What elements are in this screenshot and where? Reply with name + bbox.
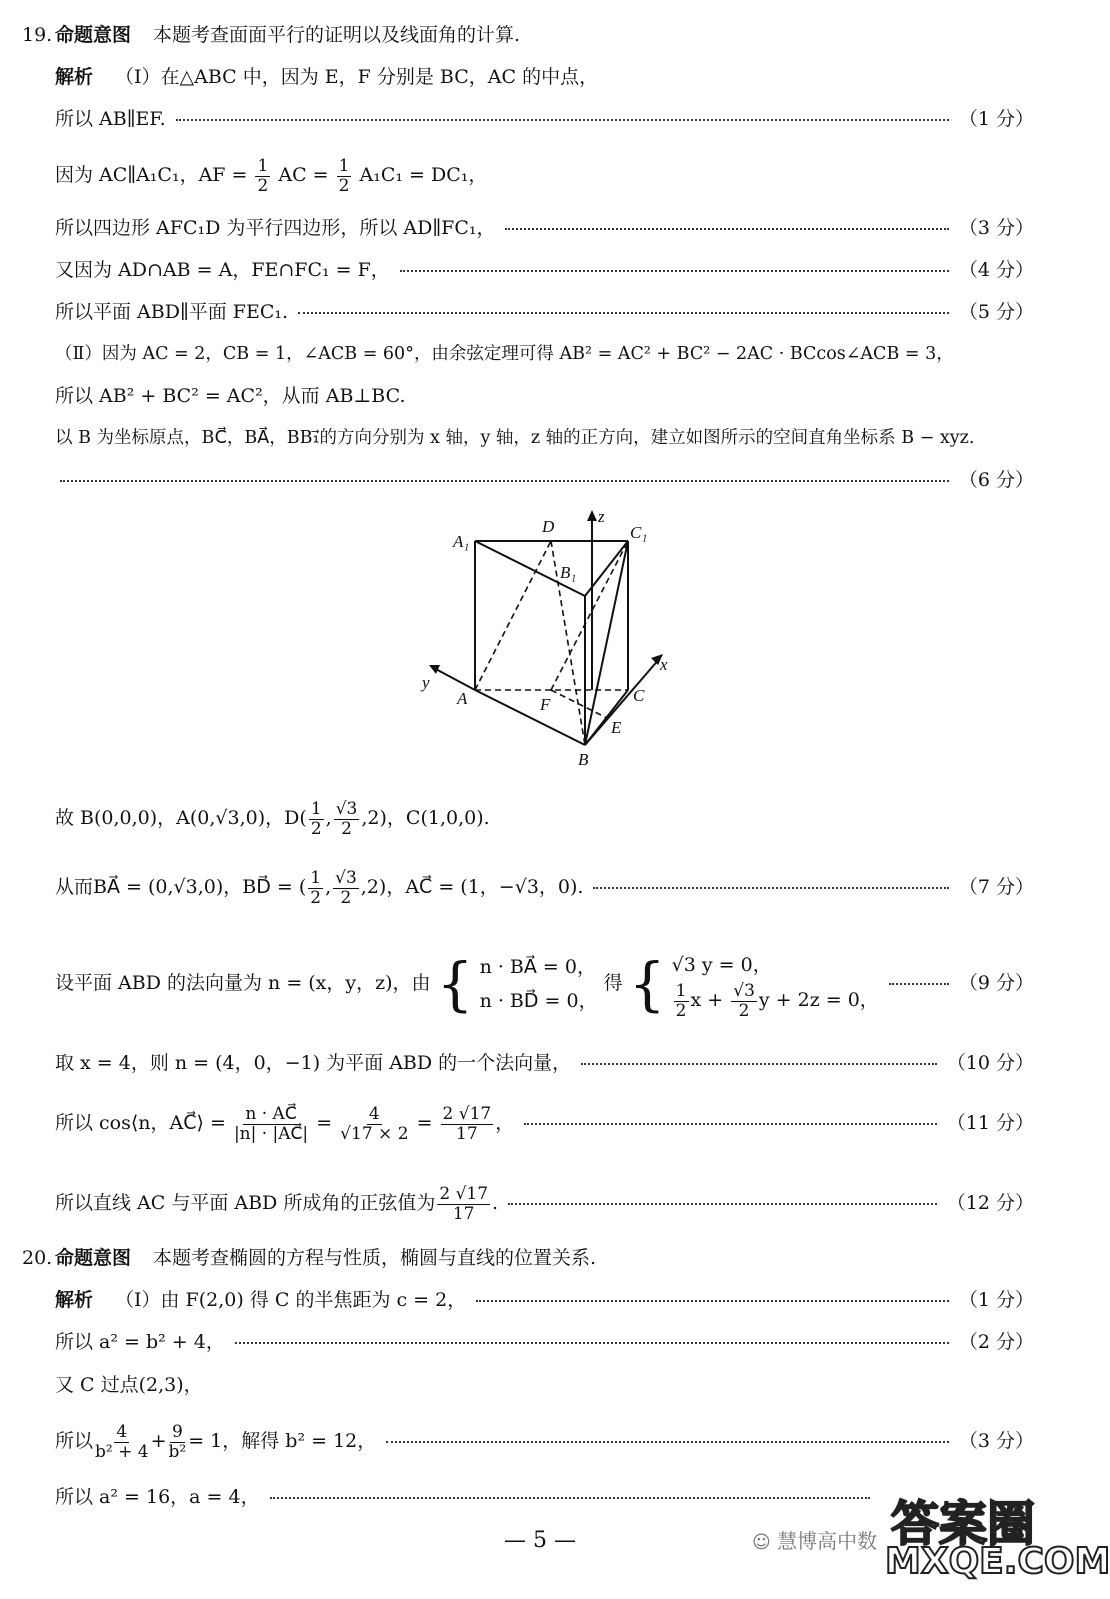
dot-leader (508, 1202, 937, 1205)
solution-text: 所以 a² = b² + 4， (55, 1331, 225, 1353)
solution-step (0, 1048, 1080, 1078)
solution-text: 所以 AB² + BC² = AC²，从而 AB⊥BC. (55, 385, 406, 407)
q20-title-line (0, 1243, 1080, 1273)
solution-step (0, 423, 1080, 453)
solution-text: AC = (278, 164, 329, 187)
solution-text: 所以 cos⟨n，AC⃗⟩ = (55, 1112, 226, 1134)
section-heading: 命题意图 (55, 24, 132, 46)
solution-step (0, 465, 1080, 495)
vertex-label: E (611, 718, 622, 737)
fraction: $\frac{4}{√17 \times 2}$ (340, 1103, 409, 1144)
dot-leader (400, 269, 949, 272)
vertex-label: A₁ (453, 532, 470, 551)
dot-leader (505, 227, 948, 230)
solution-step (0, 297, 1080, 327)
page-number: — 5 — (504, 1528, 576, 1553)
solution-step: 所以直线 AC 与平面 ABD 所成角的正弦值为 $\frac{2 √17}{17}$ . （12 分） (0, 1180, 1080, 1226)
dot-leader (60, 479, 949, 482)
axis-label: x (660, 655, 668, 674)
solution-text: 得 (603, 972, 623, 994)
solution-text: （Ⅱ）因为 AC = 2，CB = 1，∠ACB = 60°，由余弦定理可得 AB² = AC² + BC² − 2AC · BCcos∠ACB = 3， (55, 344, 954, 364)
vertex-label: C₁ (630, 523, 648, 542)
question-intent: 本题考查面面平行的证明以及线面角的计算. (153, 24, 521, 46)
dot-leader (889, 982, 949, 985)
solution-step: 故 B(0,0,0)，A(0,√3,0)，D( $\frac{1}{2}$ , $\frac{√3}{2}$ ,2)，C(1,0,0). (55, 798, 490, 839)
solution-text: 所以直线 AC 与平面 ABD 所成角的正弦值为 (55, 1192, 436, 1214)
solution-step (0, 156, 1080, 196)
score-label: （12 分） (946, 1192, 1034, 1214)
axis-label: z (598, 507, 605, 526)
solution-step (0, 381, 1080, 411)
fraction: $\frac{2 √17}{17}$ (442, 1103, 492, 1144)
solution-text: 所以 a² = 16，a = 4， (55, 1486, 260, 1508)
fraction: $\frac{4}{\text{b² + 4}}$ (95, 1421, 149, 1462)
vertex-label: B (578, 750, 589, 769)
fraction: $\frac{1}{2}$ (310, 798, 322, 839)
solution-step (0, 339, 1080, 369)
solution-step: 所以 $\frac{4}{\text{b² + 4}}$ + $\frac{9}{\text{b²}}$ = 1，解得 b² = 12， （3 分） (0, 1418, 1080, 1464)
solution-step: 从而BA⃗ = (0,√3,0)，BD⃗ = ( $\frac{1}{2}$ , $\frac{√3}{2}$ ,2)，AC⃗ = (1，−√3，0). （7 分） (55, 867, 1034, 908)
watermark-logo: 答案圈 MXQE.COM (885, 1496, 1110, 1582)
solution-text: （Ⅰ）由 F(2,0) 得 C 的半焦距为 c = 2， (115, 1289, 467, 1311)
solution-step (0, 940, 1080, 1026)
q20-analysis-line (0, 1285, 1080, 1315)
dot-leader (235, 1341, 949, 1344)
fraction: $\frac{1}{2}$ (338, 156, 350, 196)
vertex-label: A (457, 689, 468, 708)
score-label: （3 分） (958, 217, 1034, 239)
solution-text: 所以四边形 AFC₁D 为平行四边形，所以 AD∥FC₁， (55, 217, 496, 239)
fraction: $\frac{1}{2}$ (257, 156, 269, 196)
vertex-label: D (542, 517, 555, 536)
prism-diagram (420, 507, 680, 780)
dot-leader (593, 886, 948, 889)
solution-text: = 1，解得 b² = 12， (188, 1430, 377, 1452)
section-heading: 命题意图 (55, 1247, 132, 1269)
solution-text: 所以平面 ABD∥平面 FEC₁. (55, 301, 289, 323)
question-intent: 本题考查椭圆的方程与性质，椭圆与直线的位置关系. (153, 1247, 597, 1269)
dot-leader (476, 1299, 949, 1302)
solution-step (0, 255, 1080, 285)
fraction: $\frac{2 √17}{17}$ (439, 1183, 489, 1224)
watermark-text: ☺ 慧博高中数 (752, 1529, 878, 1553)
question-number: 19. (22, 24, 53, 46)
score-label: （10 分） (946, 1052, 1034, 1074)
score-label: （1 分） (958, 1289, 1034, 1311)
axis-label: y (422, 673, 430, 692)
solution-text: ,2)，C(1,0,0). (361, 807, 490, 829)
equation-system: √3 y = 0， $\frac{1}{2}$ x + $\frac{√3}{2}$ y + 2z = 0， (671, 953, 879, 1021)
dot-leader (581, 1062, 937, 1065)
dot-leader (176, 118, 949, 121)
score-label: （9 分） (958, 972, 1034, 994)
score-label: （3 分） (958, 1430, 1034, 1452)
solution-text: 又因为 AD∩AB = A，FE∩FC₁ = F， (55, 259, 390, 281)
score-label: （4 分） (958, 259, 1034, 281)
question-number: 20. (22, 1247, 53, 1269)
score-label: （2 分） (958, 1331, 1034, 1353)
solution-step (0, 1370, 1080, 1400)
score-label: （6 分） (958, 469, 1034, 491)
solution-step (0, 1327, 1080, 1357)
solution-text: 取 x = 4，则 n = (4，0，−1) 为平面 ABD 的一个法向量， (55, 1052, 572, 1074)
vertex-label: F (540, 695, 551, 714)
solution-text: （Ⅰ）在△ABC 中，因为 E，F 分别是 BC，AC 的中点， (115, 66, 599, 88)
brace: { (628, 950, 666, 1018)
wechat-icon: ☺ (752, 1532, 771, 1553)
fraction: $\frac{1}{2}$ (310, 867, 322, 908)
equation-system: n · BA⃗ = 0， n · BD⃗ = 0， (479, 956, 598, 1012)
solution-text: 从而BA⃗ = (0,√3,0)，BD⃗ = ( (55, 876, 307, 898)
dot-leader (386, 1440, 949, 1443)
score-label: （7 分） (958, 876, 1034, 899)
solution-text: 以 B 为坐标原点，BC⃗，BA⃗，BB₁⃗的方向分别为 x 轴，y 轴，z 轴的正方向，建立如图所示的空间直角坐标系 B − xyz. (55, 428, 975, 448)
fraction: $\frac{n \cdot AC⃗}{|n| \cdot |AC⃗|}$ (233, 1103, 309, 1144)
fraction: $\frac{9}{\text{b²}}$ (168, 1421, 187, 1462)
vertex-label: C (633, 686, 645, 705)
solution-text: A₁C₁ = DC₁， (359, 164, 488, 187)
q19-analysis-line (0, 62, 1080, 92)
dot-leader (298, 311, 949, 314)
vertex-label: B₁ (560, 563, 577, 582)
dot-leader (524, 1122, 937, 1125)
solution-text: 又 C 过点(2,3)， (55, 1374, 203, 1396)
solution-step (0, 104, 1080, 134)
solution-step: 所以 cos⟨n，AC⃗⟩ = $\frac{n \cdot AC⃗}{|n| \cdot |AC⃗|}$ = $\frac{4}{√17 \times 2}$ = $\frac{2 √17}{17}$ ， （11 分） (0, 1100, 1080, 1146)
brace: { (436, 950, 474, 1018)
analysis-heading: 解析 (55, 1289, 94, 1311)
score-label: （5 分） (958, 301, 1034, 323)
solution-text: 故 B(0,0,0)，A(0,√3,0)，D( (55, 807, 307, 829)
analysis-heading: 解析 (55, 66, 94, 88)
score-label: （11 分） (946, 1112, 1034, 1134)
solution-text: ,2)，AC⃗ = (1，−√3，0). (360, 876, 584, 898)
solution-text: 所以 AB∥EF. (55, 108, 166, 130)
fraction: $\frac{√3}{2}$ (335, 798, 358, 839)
q19-title-line (0, 20, 1080, 50)
fraction: $\frac{√3}{2}$ (335, 867, 357, 908)
dot-leader (270, 1496, 870, 1499)
score-label: （1 分） (958, 108, 1034, 130)
solution-step (0, 213, 1080, 243)
solution-text: 因为 AC∥A₁C₁，AF = (55, 164, 248, 187)
solution-text: 设平面 ABD 的法向量为 n = (x，y，z)，由 (55, 972, 431, 994)
